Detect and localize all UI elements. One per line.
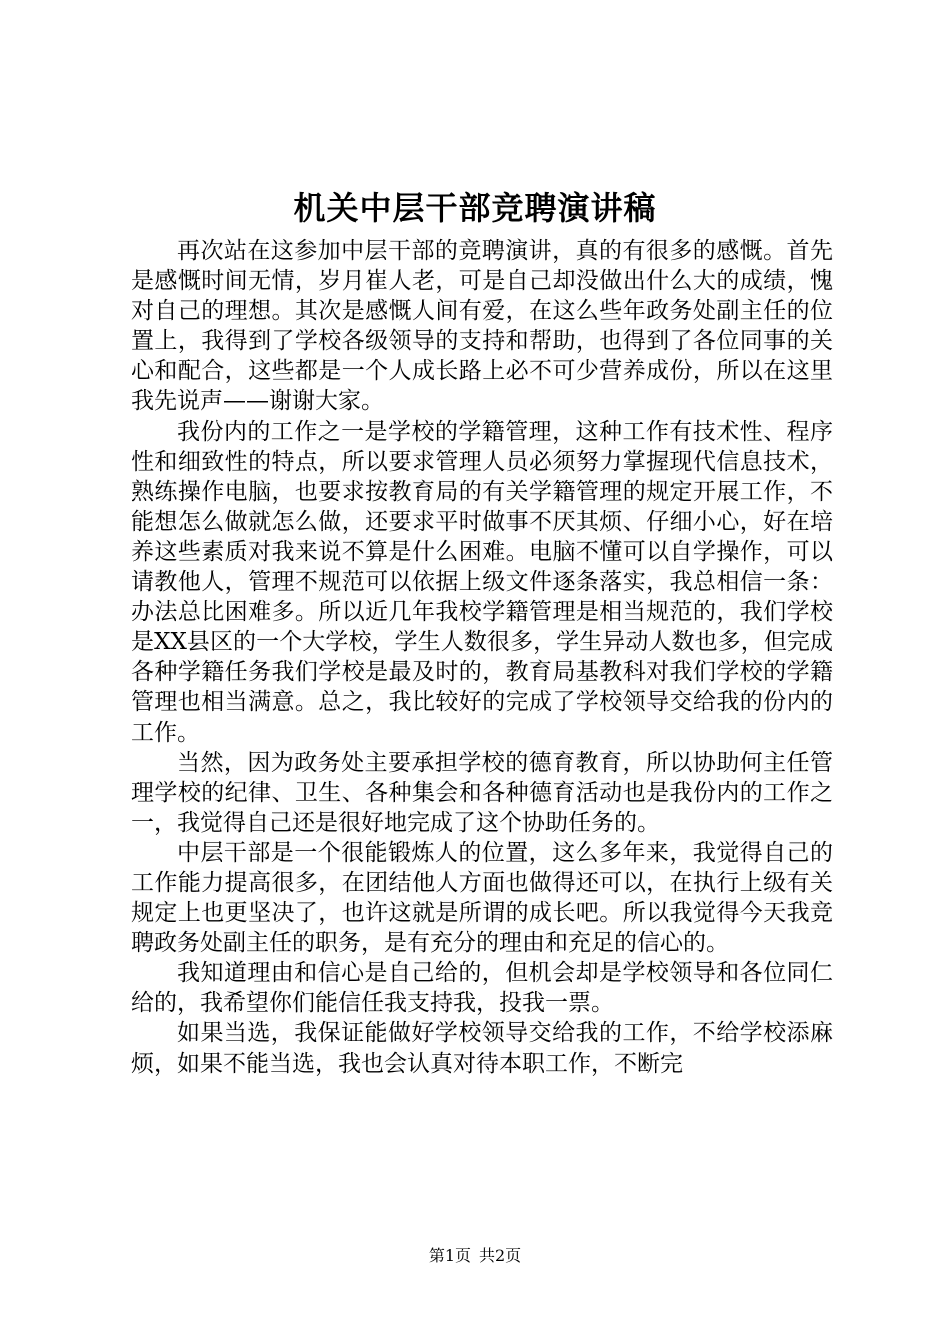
paragraph-1: 再次站在这参加中层干部的竞聘演讲，真的有很多的感慨。首先是感慨时间无情，岁月崔人老，可是自己却没做出什么大的成绩，愧对自己的理想。其次是感慨人间有爱，在这么些年政务处副主任的位置上，我得到了学校各级领导的支持和帮助，也得到了各位同事的关心和配合，这些都是一个人成长路上必不可少营养成份，所以在这里我先说声——谢谢大家。 [131,238,833,415]
paragraph-2: 我份内的工作之一是学校的学籍管理，这种工作有技术性、程序性和细致性的特点，所以要求管理人员必须努力掌握现代信息技术，熟练操作电脑，也要求按教育局的有关学籍管理的规定开展工作，不能想怎么做就怎么做，还要求平时做事不厌其烦、仔细小心，好在培养这些素质对我来说不算是什么困难。电脑不懂可以自学操作，可以请教他人，管理不规范可以依据上级文件逐条落实，我总相信一条：办法总比困难多。所以近几年我校学籍管理是相当规范的，我们学校是XX县区的一个大学校，学生人数很多，学生异动人数也多，但完成各种学籍任务我们学校是最及时的，教育局基教科对我们学校的学籍管理也相当满意。总之，我比较好的完成了学校领导交给我的份内的工作。 [131,418,833,746]
page-footer [0,1245,950,1267]
paragraph-3: 当然，因为政务处主要承担学校的德育教育，所以协助何主任管理学校的纪律、卫生、各种集会和各种德育活动也是我份内的工作之一，我觉得自己还是很好地完成了这个协助任务的。 [131,749,833,836]
document-title: 机关中层干部竞聘演讲稿 [293,189,657,227]
document-body [131,236,833,1079]
paragraph-5: 我知道理由和信心是自己给的，但机会却是学校领导和各位同仁给的，我希望你们能信任我支持我，投我一票。 [131,960,833,1017]
paragraph-4: 中层干部是一个很能锻炼人的位置，这么多年来，我觉得自己的工作能力提高很多，在团结他人方面也做得还可以，在执行上级有关规定上也更坚决了，也许这就是所谓的成长吧。所以我觉得今天我竞聘政务处副主任的职务，是有充分的理由和充足的信心的。 [131,839,833,957]
paragraph-6: 如果当选，我保证能做好学校领导交给我的工作，不给学校添麻烦，如果不能当选，我也会认真对待本职工作，不断完 [131,1020,833,1077]
page-number: 第1页 [428,1246,471,1265]
page-total: 共2页 [479,1246,522,1265]
